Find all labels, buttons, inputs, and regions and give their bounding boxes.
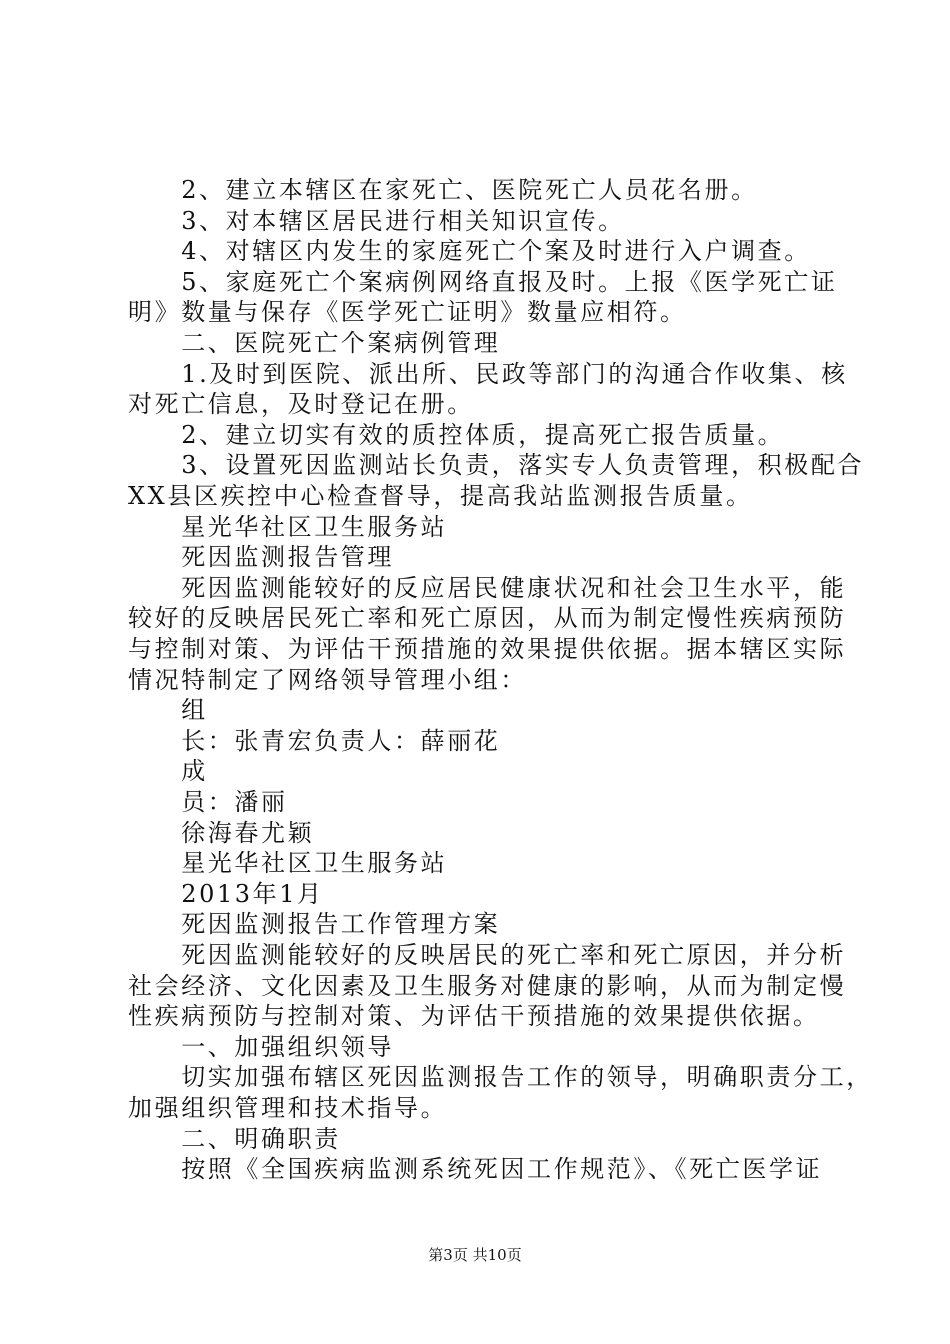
text-line: 3、设置死因监测站长负责，落实专人负责管理，积极配合: [128, 451, 865, 480]
text-line: 2013年1月: [128, 879, 324, 908]
text-line: 2、建立本辖区在家死亡、医院死亡人员花名册。: [128, 176, 758, 204]
text-line: 星光华社区卫生服务站: [128, 849, 448, 878]
text-line: 情况特制定了网络领导管理小组：: [128, 665, 527, 694]
text-line: 加强组织管理和技术指导。: [128, 1094, 448, 1122]
text-line: 死因监测能较好的反应居民健康状况和社会卫生水平，能: [128, 573, 847, 602]
text-line: 2、建立切实有效的质控体质，提高死亡报告质量。: [128, 420, 785, 449]
text-line: 组: [128, 696, 208, 725]
text-line: 死因监测报告管理: [128, 543, 394, 572]
text-line: 星光华社区卫生服务站: [128, 512, 448, 541]
text-line: 员：潘丽: [128, 788, 288, 816]
text-line: 明》数量与保存《医学死亡证明》数量应相符。: [128, 298, 687, 327]
text-line: 性疾病预防与控制对策、为评估干预措施的效果提供依据。: [128, 1002, 820, 1031]
text-line: 4、对辖区内发生的家庭死亡个案及时进行入户调查。: [128, 237, 811, 266]
text-line: 死因监测报告工作管理方案: [128, 910, 501, 939]
text-line: 死因监测能较好的反映居民的死亡率和死亡原因，并分析: [128, 941, 847, 969]
text-line: 对死亡信息，及时登记在册。: [128, 390, 474, 419]
text-line: 按照《全国疾病监测系统死因工作规范》、《死亡医学证: [128, 1155, 823, 1184]
text-line: 二、明确职责: [128, 1124, 341, 1153]
text-line: 3、对本辖区居民进行相关知识宣传。: [128, 206, 625, 235]
text-line: 徐海春尤颖: [128, 818, 315, 847]
text-line: 切实加强布辖区死因监测报告工作的领导，明确职责分工，: [128, 1063, 873, 1092]
page-footer: 第3页 共10页: [428, 1246, 522, 1264]
text-line: 较好的反映居民死亡率和死亡原因，从而为制定慢性疾病预防: [128, 604, 847, 633]
text-line: 1.及时到医院、派出所、民政等部门的沟通合作收集、核: [128, 359, 848, 388]
text-line: 长：张青宏负责人：薛丽花: [128, 726, 501, 755]
text-line: XX县区疾控中心检查督导，提高我站监测报告质量。: [128, 482, 753, 510]
text-line: 二、医院死亡个案病例管理: [128, 329, 501, 357]
text-line: 成: [128, 757, 208, 786]
text-line: 社会经济、文化因素及卫生服务对健康的影响，从而为制定慢: [128, 971, 847, 1000]
text-line: 一、加强组织领导: [128, 1032, 394, 1061]
text-line: 5、家庭死亡个案病例网络直报及时。上报《医学死亡证: [128, 267, 838, 296]
text-line: 与控制对策、为评估干预措施的效果提供依据。据本辖区实际: [128, 635, 847, 663]
